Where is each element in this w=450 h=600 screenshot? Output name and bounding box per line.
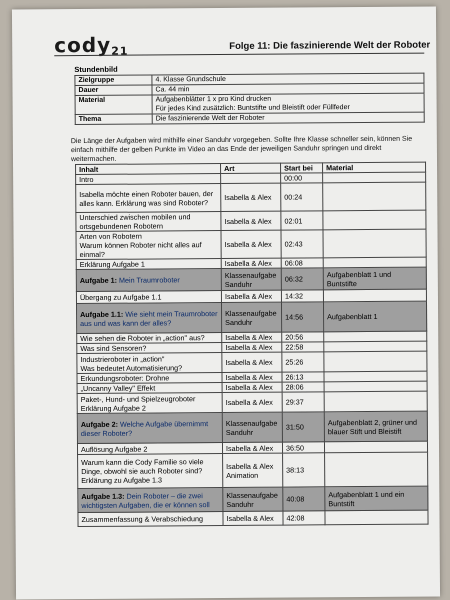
cell-inhalt-text: Intro bbox=[79, 174, 94, 185]
task-label: Aufgabe 1: bbox=[79, 275, 118, 286]
cell-art: Isabella & Alex bbox=[222, 342, 282, 352]
cell-material bbox=[324, 351, 427, 372]
column-header-inhalt: Inhalt bbox=[76, 164, 221, 175]
lesson-plan-table bbox=[75, 162, 429, 527]
meta-key: Thema bbox=[75, 114, 152, 125]
cell-inhalt bbox=[78, 488, 223, 513]
cell-material bbox=[324, 391, 427, 412]
meta-row bbox=[75, 112, 424, 124]
cell-start: 36:50 bbox=[282, 442, 324, 453]
cell-start: 28:06 bbox=[282, 382, 324, 392]
cell-inhalt bbox=[77, 303, 222, 334]
cell-art: Isabella & Alex bbox=[222, 352, 282, 372]
cell-start: 14:56 bbox=[281, 302, 323, 332]
meta-key: Material bbox=[75, 95, 152, 115]
cell-inhalt-text: Erklärung Aufgabe 1 bbox=[79, 259, 145, 270]
cell-art: Isabella & Alex bbox=[222, 332, 282, 342]
cell-start: 38:13 bbox=[283, 453, 325, 487]
task-label: Aufgabe 1.1: bbox=[80, 309, 124, 319]
column-header-art: Art bbox=[221, 163, 281, 173]
cell-art: Klassenaufgabe Sanduhr bbox=[222, 412, 282, 442]
cell-inhalt bbox=[77, 353, 222, 374]
cell-art: Isabella & Alex bbox=[221, 183, 281, 211]
cell-inhalt-text: Erkundungsroboter: Drohne bbox=[80, 373, 170, 384]
episode-title: Folge 11: Die faszinierende Welt der Roboter bbox=[229, 39, 431, 52]
cell-inhalt bbox=[78, 454, 223, 489]
table-row bbox=[77, 391, 427, 413]
cell-inhalt-text: Warum kann die Cody Familie so viele Dinge, obwohl sie auch Roboter sind? Erklärung zu Aufgabe 1.3 bbox=[81, 457, 204, 486]
cell-start: 02:43 bbox=[281, 230, 323, 258]
cell-inhalt bbox=[76, 269, 221, 292]
cell-start: 06:32 bbox=[281, 268, 323, 290]
cell-material: Aufgabenblatt 2, grüner und blauer Stift und Bleistift bbox=[324, 411, 427, 442]
cell-inhalt bbox=[76, 291, 221, 304]
table-row bbox=[76, 182, 426, 212]
cell-inhalt-text: Industrieroboter in „action" Was bedeutet Automatisierung? bbox=[80, 353, 183, 373]
cell-material bbox=[323, 229, 426, 258]
cell-start: 29:37 bbox=[282, 392, 324, 412]
cell-inhalt-text: Wie sieht mein Traumroboter aus und was kann der alles? bbox=[80, 308, 218, 328]
meta-value: Ca. 44 min bbox=[152, 83, 424, 95]
table-row bbox=[78, 452, 428, 488]
table-row bbox=[76, 210, 426, 231]
cell-material bbox=[323, 289, 426, 302]
cell-material bbox=[325, 510, 428, 525]
cell-inhalt-text: Welche Aufgabe übernimmt dieser Roboter? bbox=[80, 418, 209, 438]
cell-material: Aufgabenblatt 1 bbox=[323, 301, 426, 332]
cell-start: 20:56 bbox=[282, 332, 324, 342]
cell-material bbox=[323, 182, 426, 211]
cell-material bbox=[323, 172, 426, 183]
cell-inhalt-text: Übergang zu Aufgabe 1.1 bbox=[79, 292, 162, 303]
table-row bbox=[77, 301, 427, 333]
cell-inhalt-text: Was sind Sensoren? bbox=[80, 343, 147, 354]
cell-material: Aufgabenblatt 1 und ein Buntstift bbox=[325, 486, 428, 511]
meta-value: Aufgabenblätter 1 x pro Kind drucken Für jedes Kind zusätzlich: Buntstifte und Bleistift oder Füllfeder bbox=[152, 93, 424, 114]
cell-art: Isabella & Alex bbox=[221, 290, 281, 302]
cell-start: 02:01 bbox=[281, 211, 323, 230]
cell-material bbox=[325, 452, 428, 487]
cell-start: 14:32 bbox=[281, 290, 323, 302]
cell-art: Klassenaufgabe Sanduhr bbox=[221, 302, 281, 332]
cell-inhalt-text: „Uncanny Valley" Effekt bbox=[80, 383, 156, 394]
cody21-logo: cody$_{21}$ bbox=[54, 32, 129, 58]
worksheet-page bbox=[12, 7, 440, 600]
table-row bbox=[76, 229, 426, 259]
cell-start: 25:26 bbox=[282, 352, 324, 372]
table-row bbox=[78, 486, 428, 512]
cell-start: 40:08 bbox=[283, 487, 325, 511]
cell-art: Isabella & Alex bbox=[221, 211, 281, 230]
column-header-material: Material bbox=[323, 162, 426, 173]
cell-inhalt-text: Zusammenfassung & Verabschiedung bbox=[81, 514, 204, 525]
cell-start: 22:58 bbox=[282, 342, 324, 352]
meta-key: Zielgruppe bbox=[75, 75, 152, 86]
cell-inhalt-text: Unterschied zwischen mobilen und ortsgebundenen Robotern bbox=[79, 212, 191, 232]
cell-start: 42:08 bbox=[283, 511, 325, 525]
meta-value: 4. Klasse Grundschule bbox=[152, 73, 424, 85]
cell-art: Isabella & Alex bbox=[222, 372, 282, 382]
meta-value: Die faszinierende Welt der Roboter bbox=[152, 112, 424, 124]
cell-material bbox=[324, 441, 427, 453]
cell-art bbox=[221, 173, 281, 183]
task-label: Aufgabe 2: bbox=[80, 419, 119, 429]
cell-inhalt bbox=[78, 512, 223, 527]
cell-inhalt-text: Mein Traumroboter bbox=[116, 275, 180, 285]
cell-inhalt bbox=[77, 333, 222, 344]
cell-art: Klassenaufgabe Sanduhr bbox=[221, 268, 281, 290]
task-label: Aufgabe 1.3: bbox=[81, 491, 125, 501]
cell-start: 00:24 bbox=[281, 183, 323, 211]
cell-start: 06:08 bbox=[281, 258, 323, 268]
cell-inhalt-text: Wie sehen die Roboter in „action" aus? bbox=[80, 333, 205, 344]
cell-inhalt-text: Auflösung Aufgabe 2 bbox=[80, 444, 148, 454]
column-header-start: Start bei bbox=[281, 163, 323, 173]
meta-row bbox=[75, 93, 424, 114]
cell-inhalt bbox=[77, 393, 222, 414]
cell-material: Aufgabenblatt 1 und Buntstifte bbox=[323, 267, 426, 290]
cell-start: 26:13 bbox=[282, 372, 324, 382]
cell-art: Isabella & Alex bbox=[223, 511, 283, 525]
intro-paragraph: Die Länge der Aufgaben wird mithilfe einer Sanduhr vorgegeben. Sollte Ihre Klasse schneller sein, können Sie einfach mithilfe der gelben Punkte im Video an das Ende der jeweiligen Sanduhr springen und direkt weitermachen. bbox=[70, 135, 413, 164]
cell-inhalt bbox=[77, 413, 222, 444]
cell-inhalt bbox=[76, 184, 221, 213]
cell-art: Klassenaufgabe Sanduhr bbox=[223, 487, 283, 511]
cell-art: Isabella & Alex bbox=[222, 442, 282, 453]
table-row bbox=[76, 267, 426, 291]
lesson-meta-table bbox=[74, 73, 424, 125]
cell-art: Isabella & Alex bbox=[222, 382, 282, 392]
cell-start: 31:50 bbox=[282, 412, 324, 442]
cell-inhalt-text: Isabella möchte einen Roboter bauen, der alles kann. Erklärung was sind Roboter? bbox=[79, 188, 214, 208]
cell-inhalt-text: Paket-, Hund- und Spielzeugroboter Erklärung Aufgabe 2 bbox=[80, 393, 196, 413]
cell-art: Isabella & Alex bbox=[221, 258, 281, 268]
cell-inhalt bbox=[76, 212, 221, 232]
cell-inhalt-text: Arten von Robotern Warum können Roboter nicht alles auf einmal? bbox=[79, 231, 202, 260]
cell-art: Isabella & Alex bbox=[222, 392, 282, 412]
meta-key: Dauer bbox=[75, 85, 152, 96]
page-header bbox=[54, 31, 431, 58]
cell-inhalt-text: Dein Roboter – die zwei wichtigsten Aufgaben, die er können soll bbox=[81, 490, 210, 510]
cell-art: Isabella & Alex Animation bbox=[223, 453, 283, 487]
cell-art: Isabella & Alex bbox=[221, 230, 281, 258]
section-heading-stundenbild: Stundenbild bbox=[74, 64, 118, 75]
cell-material bbox=[323, 210, 426, 230]
cell-start: 00:00 bbox=[281, 173, 323, 183]
table-row bbox=[78, 510, 428, 526]
cell-inhalt bbox=[76, 231, 221, 260]
table-row bbox=[77, 411, 427, 443]
table-row bbox=[77, 351, 427, 373]
